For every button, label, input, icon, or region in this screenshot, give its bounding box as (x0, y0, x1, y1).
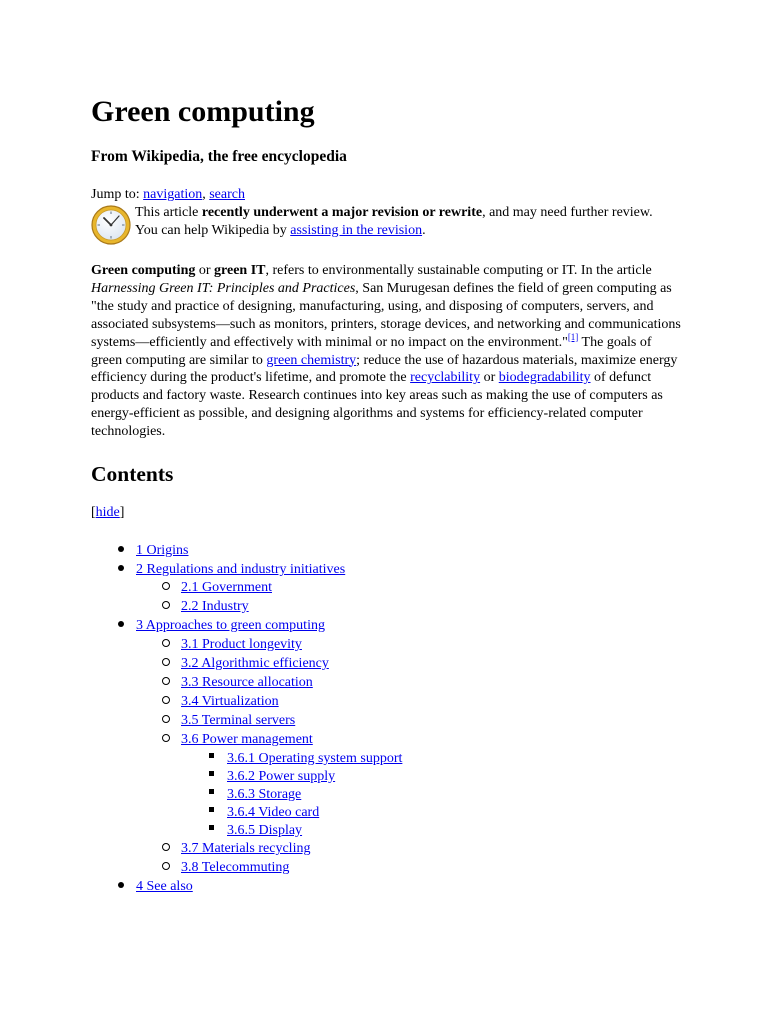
toc-link[interactable]: 3.6.5 Display (227, 823, 303, 838)
circle-bullet-icon (156, 673, 176, 692)
toc-link[interactable]: 3.6.4 Video card (227, 805, 320, 820)
assisting-revision-link[interactable]: assisting in the revision (290, 223, 423, 238)
page-subtitle: From Wikipedia, the free encyclopedia (91, 148, 347, 165)
jump-to-prefix: Jump to: (91, 187, 144, 202)
toc-link[interactable]: 3.5 Terminal servers (181, 713, 296, 728)
contents-heading: Contents (91, 462, 174, 486)
toc-item (91, 616, 611, 635)
bullet-icon (111, 877, 131, 896)
toc-item (91, 858, 611, 877)
toc-item (91, 749, 611, 767)
circle-bullet-icon (156, 654, 176, 673)
toc-link[interactable]: 3.3 Resource allocation (181, 675, 313, 690)
toc-link[interactable]: 3.4 Virtualization (181, 694, 279, 709)
toc-link[interactable]: 1 Origins (136, 543, 189, 558)
toc-link[interactable]: 3.6.1 Operating system support (227, 751, 403, 766)
jump-to-links (91, 186, 245, 203)
toc-link[interactable]: 3.6 Power management (181, 732, 313, 747)
toc-item (91, 635, 611, 654)
toc-link[interactable]: 3.1 Product longevity (181, 637, 302, 652)
hide-contents-link[interactable]: hide (95, 505, 120, 520)
reference-link[interactable]: [1] (567, 331, 579, 342)
toc-item (91, 785, 611, 803)
square-bullet-icon (201, 767, 221, 786)
page-title: Green computing (91, 95, 315, 128)
toc-link[interactable]: 2.1 Government (181, 580, 272, 595)
circle-bullet-icon (156, 692, 176, 711)
revision-notice-text: This article recently underwent a major revision or rewrite, and may need further review. You can help Wikipedia by assisting in the revision. (135, 205, 653, 238)
toc-item (91, 654, 611, 673)
toc-link[interactable]: 3.6.3 Storage (227, 787, 302, 802)
circle-bullet-icon (156, 858, 176, 877)
revision-notice (90, 204, 660, 240)
toc-link[interactable]: 3.6.2 Power supply (227, 769, 336, 784)
toc-item (91, 692, 611, 711)
bullet-icon (111, 541, 131, 560)
circle-bullet-icon (156, 578, 176, 597)
square-bullet-icon (201, 785, 221, 804)
square-bullet-icon (201, 821, 221, 840)
contents-toggle: [hide] (91, 505, 125, 520)
toc-link[interactable]: 2 Regulations and industry initiatives (136, 562, 346, 577)
circle-bullet-icon (156, 839, 176, 858)
toc-link[interactable]: 3.7 Materials recycling (181, 841, 311, 856)
green-chemistry-link[interactable]: green chemistry (266, 352, 357, 368)
clock-icon (90, 204, 132, 246)
bullet-icon (111, 560, 131, 579)
toc-item (91, 541, 611, 560)
toc-item (91, 673, 611, 692)
circle-bullet-icon (156, 635, 176, 654)
toc-item (91, 877, 611, 896)
circle-bullet-icon (156, 711, 176, 730)
jump-separator: , (202, 187, 210, 202)
toc-item (91, 560, 611, 578)
toc-item (91, 730, 611, 749)
navigation-link[interactable]: navigation (143, 187, 203, 202)
recyclability-link[interactable]: recyclability (410, 370, 481, 386)
table-of-contents (91, 541, 611, 896)
toc-item (91, 767, 611, 785)
toc-link[interactable]: 3.2 Algorithmic efficiency (181, 656, 329, 671)
toc-item (91, 711, 611, 730)
biodegradability-link[interactable]: biodegradability (498, 370, 591, 386)
toc-item (91, 821, 611, 839)
circle-bullet-icon (156, 730, 176, 749)
toc-item (91, 578, 611, 597)
search-link[interactable]: search (209, 187, 245, 202)
toc-link[interactable]: 4 See also (136, 879, 193, 894)
toc-item (91, 803, 611, 821)
toc-link[interactable]: 3 Approaches to green computing (136, 618, 325, 633)
toc-item (91, 597, 611, 616)
toc-link[interactable]: 3.8 Telecommuting (181, 860, 290, 875)
bullet-icon (111, 616, 131, 635)
square-bullet-icon (201, 749, 221, 768)
intro-paragraph: Green computing or green IT, refers to environmentally sustainable computing or IT. In the article Harnessing Green IT: Principles and Practices, San Murugesan defines the field of green computing as "the study and practice of designing, manufacturing, using, and disposing of computers, servers, and associated subsystems—such as monitors, printers, storage devices, and networking and communications systems—efficiently and effectively with minimal or no impact on the environment."[1] The goals of green computing are similar to green chemistry; reduce the use of hazardous materials, maximize energy efficiency during the product's lifetime, and promote the recyclability or biodegradability of defunct products and factory waste. Research continues into key areas such as making the use of computers as energy-efficient as possible, and designing algorithms and systems for efficiency-related computer technologies. (91, 263, 681, 440)
toc-item (91, 839, 611, 858)
circle-bullet-icon (156, 597, 176, 616)
square-bullet-icon (201, 803, 221, 822)
toc-link[interactable]: 2.2 Industry (181, 599, 249, 614)
